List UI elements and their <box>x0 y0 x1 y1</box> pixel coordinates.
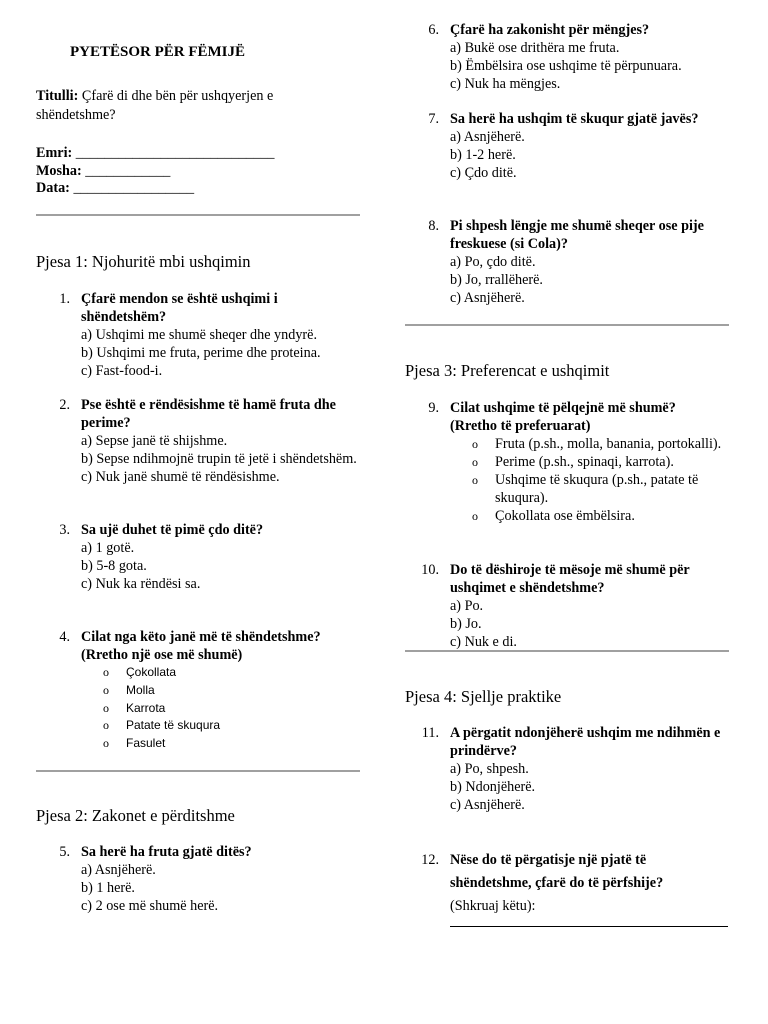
answer-option[interactable]: b) Ushqimi me fruta, perime dhe proteina. <box>81 345 321 361</box>
answer-option[interactable]: a) Po, shpesh. <box>450 761 529 777</box>
answer-option[interactable]: b) Ndonjëherë. <box>450 779 536 795</box>
question-text: Çfarë mendon se është ushqimi i shëndetshëm? <box>81 291 278 325</box>
question-text: Çfarë ha zakonisht për mëngjes? <box>450 22 650 38</box>
answer-option[interactable]: c) Fast-food-i. <box>81 363 163 379</box>
name-label: Emri: <box>36 145 73 161</box>
answer-option[interactable]: a) Po. <box>450 598 484 614</box>
question-number: 8. <box>428 218 439 234</box>
answer-option[interactable]: b) Ëmbëlsira ose ushqime të përpunuara. <box>450 58 682 74</box>
answer-option[interactable]: b) 1 herë. <box>81 880 135 896</box>
answer-option[interactable]: a) Asnjëherë. <box>81 862 156 878</box>
answer-option[interactable]: b) 1-2 herë. <box>450 147 516 163</box>
age-label: Mosha: <box>36 162 82 179</box>
question-text: Nëse do të përgatisje një pjatë të shëndetshme, çfarë do të përfshije? <box>450 852 664 891</box>
question-number: 6. <box>428 22 439 38</box>
list-item[interactable]: o Çokollata ose ëmbëlsira. <box>450 507 725 525</box>
answer-option[interactable]: c) Asnjëherë. <box>450 797 525 813</box>
answer-option[interactable]: a) Sepse janë të shijshme. <box>81 433 228 449</box>
answer-option[interactable]: b) Sepse ndihmojnë trupin të jetë i shëndetshëm. <box>81 451 357 467</box>
answer-option[interactable]: c) Nuk janë shumë të rëndësishme. <box>81 469 280 485</box>
question-number: 11. <box>421 725 439 741</box>
question-number: 9. <box>428 400 439 416</box>
answer-option[interactable]: a) 1 gotë. <box>81 540 135 556</box>
answer-list <box>81 664 359 753</box>
answer-list <box>450 435 725 525</box>
subtitle-text: Çfarë di dhe bën për ushqyerjen e shëndetshme? <box>36 88 274 123</box>
question-text: Cilat ushqime të pëlqejnë më shumë? (Rretho të preferuarat) <box>450 400 676 434</box>
question-number: 5. <box>59 844 70 860</box>
divider <box>405 650 729 652</box>
answer-option[interactable]: c) Nuk e di. <box>450 634 517 650</box>
section-3-heading: Pjesa 3: Preferencat e ushqimit <box>405 361 610 380</box>
question-number: 4. <box>59 629 70 645</box>
list-item[interactable]: o Karrota <box>81 700 359 718</box>
date-field[interactable] <box>36 180 274 198</box>
divider <box>36 770 360 772</box>
question-number: 3. <box>59 522 70 538</box>
question-text: Pse është e rëndësishme të hamë fruta dhe perime? <box>81 397 336 431</box>
name-field[interactable] <box>36 145 274 163</box>
answer-option[interactable]: b) Jo, rrallëherë. <box>450 272 543 288</box>
list-item[interactable]: o Molla <box>81 682 359 700</box>
question-text: Sa ujë duhet të pimë çdo ditë? <box>81 522 264 538</box>
page-title: PYETËSOR PËR FËMIJË <box>70 44 246 60</box>
student-info-fields <box>36 145 274 198</box>
section-2-heading: Pjesa 2: Zakonet e përditshme <box>36 806 235 825</box>
section-4-heading: Pjesa 4: Sjellje praktike <box>405 687 562 706</box>
answer-option[interactable]: b) 5-8 gota. <box>81 558 147 574</box>
list-item[interactable]: o Çokollata <box>81 664 359 682</box>
answer-option[interactable]: c) Nuk ka rëndësi sa. <box>81 576 201 592</box>
write-here-hint: (Shkruaj këtu): <box>450 898 536 914</box>
answer-option[interactable]: c) Çdo ditë. <box>450 165 517 181</box>
question-text: Sa herë ha fruta gjatë ditës? <box>81 844 252 860</box>
list-item[interactable]: o Patate të skuqura <box>81 717 359 735</box>
question-number: 2. <box>59 397 70 413</box>
answer-option[interactable]: b) Jo. <box>450 616 482 632</box>
answer-option[interactable]: a) Asnjëherë. <box>450 129 525 145</box>
answer-option[interactable]: a) Ushqimi me shumë sheqer dhe yndyrë. <box>81 327 318 343</box>
answer-option[interactable]: c) Nuk ha mëngjes. <box>450 76 561 92</box>
survey-subtitle <box>36 87 346 125</box>
age-field[interactable] <box>36 163 274 181</box>
question-text: Pi shpesh lëngje me shumë sheqer ose pije freskuese (si Cola)? <box>450 218 704 252</box>
answer-option[interactable]: a) Po, çdo ditë. <box>450 254 536 270</box>
list-item[interactable]: o Perime (p.sh., spinaqi, karrota). <box>450 453 725 471</box>
question-text: Cilat nga këto janë më të shëndetshme? (Rretho një ose më shumë) <box>81 629 321 663</box>
answer-option[interactable]: a) Bukë ose drithëra me fruta. <box>450 40 620 56</box>
date-line[interactable]: _________________ <box>69 180 195 196</box>
list-item[interactable]: o Fruta (p.sh., molla, banania, portokalli). <box>450 435 725 453</box>
answer-option[interactable]: c) Asnjëherë. <box>450 290 525 306</box>
question-number: 12. <box>421 852 439 868</box>
section-1-heading: Pjesa 1: Njohuritë mbi ushqimin <box>36 252 251 271</box>
answer-option[interactable]: c) 2 ose më shumë herë. <box>81 898 219 914</box>
list-item[interactable]: o Ushqime të skuqura (p.sh., patate të skuqura). <box>450 471 725 507</box>
age-line[interactable]: ____________ <box>81 162 171 179</box>
question-text: Sa herë ha ushqim të skuqur gjatë javës? <box>450 111 699 127</box>
question-number: 1. <box>59 291 70 307</box>
divider <box>405 324 729 326</box>
answer-write-line[interactable] <box>450 918 728 927</box>
date-label: Data: <box>36 180 70 196</box>
question-text: Do të dëshiroje të mësoje më shumë për ushqimet e shëndetshme? <box>450 562 690 596</box>
name-line[interactable]: ____________________________ <box>72 145 275 161</box>
question-number: 7. <box>428 111 439 127</box>
subtitle-label: Titulli: <box>36 88 79 104</box>
list-item[interactable]: o Fasulet <box>81 735 359 753</box>
question-number: 10. <box>421 562 439 578</box>
question-text: A përgatit ndonjëherë ushqim me ndihmën e prindërve? <box>450 725 721 759</box>
divider <box>36 214 360 216</box>
